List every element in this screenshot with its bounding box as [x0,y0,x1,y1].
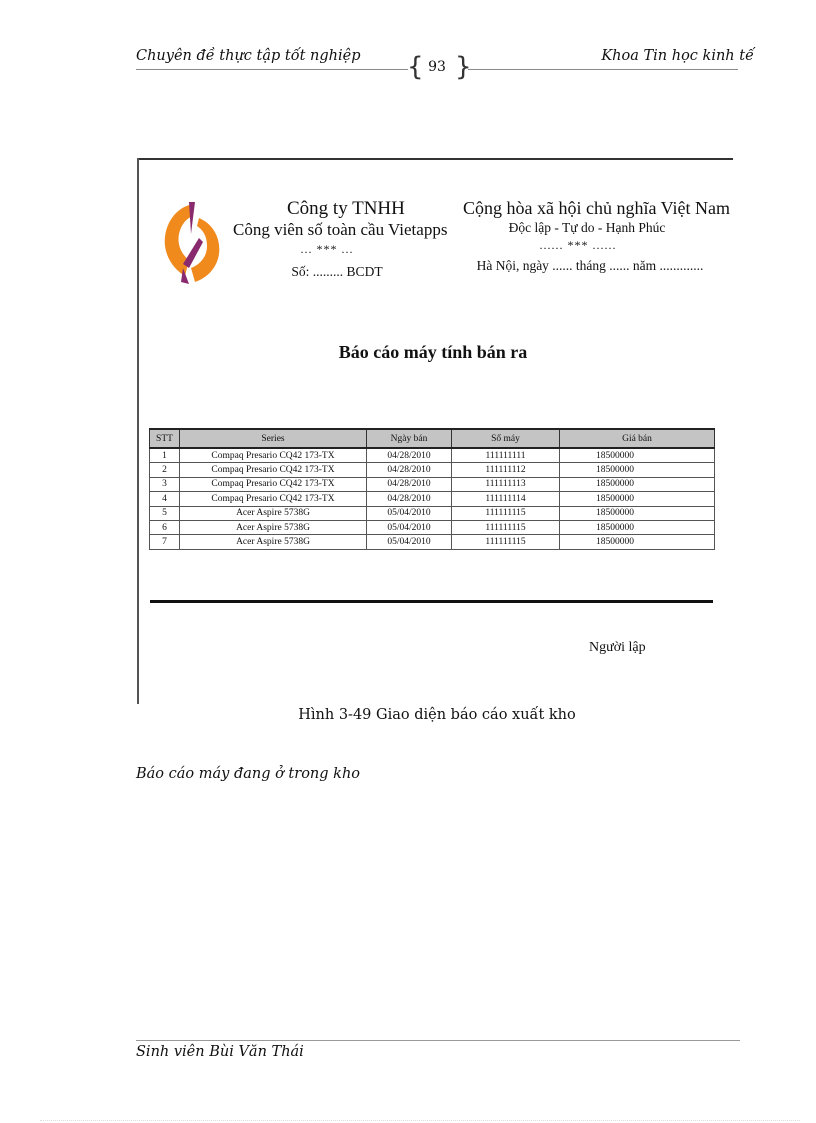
page-number-box [407,52,472,82]
header-left-title: Chuyên đề thực tập tốt nghiệp [136,48,361,64]
place-date: Hà Nội, ngày ...... tháng ...... năm ............. [476,258,704,273]
signer-label: Người lập [589,640,646,655]
cell-price: 18500000 [560,448,715,463]
republic-name: Cộng hòa xã hội chủ nghĩa Việt Nam [463,198,731,218]
cell-sale-date: 05/04/2010 [367,506,452,520]
sales-table [149,428,715,550]
column-header-sale-date: Ngày bán [367,429,452,448]
cell-series: Compaq Presario CQ42 173-TX [180,492,367,506]
cell-machine-no: 111111114 [452,492,560,506]
cell-stt: 6 [150,520,180,534]
footer-rule [136,1040,740,1041]
cell-sale-date: 05/04/2010 [367,535,452,549]
cell-series: Acer Aspire 5738G [180,520,367,534]
republic-stars: ...... *** ...... [539,238,617,252]
cell-stt: 3 [150,477,180,491]
column-header-series: Series [180,429,367,448]
cell-stt: 2 [150,463,180,477]
cell-sale-date: 05/04/2010 [367,520,452,534]
cell-sale-date: 04/28/2010 [367,477,452,491]
signature-divider [150,600,713,603]
cell-price: 18500000 [560,535,715,549]
cell-stt: 7 [150,535,180,549]
cell-price: 18500000 [560,506,715,520]
cell-series: Compaq Presario CQ42 173-TX [180,448,367,463]
cell-price: 18500000 [560,463,715,477]
cell-series: Acer Aspire 5738G [180,535,367,549]
company-name-line2: Công viên số toàn cầu Vietapps [233,220,448,239]
table-header-row [150,429,715,448]
right-brace-icon: } [455,52,472,82]
report-title: Báo cáo máy tính bán ra [338,342,528,362]
cell-sale-date: 04/28/2010 [367,448,452,463]
report-figure [137,158,733,704]
cell-stt: 1 [150,448,180,463]
figure-caption: Hình 3-49 Giao diện báo cáo xuất kho [298,707,576,723]
table-row [150,506,715,520]
cell-series: Compaq Presario CQ42 173-TX [180,477,367,491]
table-row [150,535,715,549]
footer-author: Sinh viên Bùi Văn Thái [136,1044,304,1060]
table-row [150,492,715,506]
cell-series: Compaq Presario CQ42 173-TX [180,463,367,477]
cell-stt: 4 [150,492,180,506]
section-heading: Báo cáo máy đang ở trong kho [136,766,361,782]
cell-machine-no: 111111115 [452,506,560,520]
table-row [150,520,715,534]
column-header-stt: STT [150,429,180,448]
cell-machine-no: 111111115 [452,520,560,534]
table-row [150,463,715,477]
header-right-title: Khoa Tin học kinh tế [601,48,754,64]
page-number: 93 [428,59,446,75]
figure-left-border [137,158,139,704]
column-header-price: Giá bán [560,429,715,448]
document-number: Số: ......... BCDT [291,264,383,279]
company-name-line1: Công ty TNHH [287,198,405,219]
cell-sale-date: 04/28/2010 [367,463,452,477]
figure-top-border [137,158,733,160]
header-rule-right [468,69,738,70]
cell-series: Acer Aspire 5738G [180,506,367,520]
cell-machine-no: 111111112 [452,463,560,477]
cell-machine-no: 111111111 [452,448,560,463]
bottom-dotted-edge [40,1120,800,1121]
company-stars: ... *** ... [300,242,354,256]
company-logo-icon [159,198,227,286]
cell-price: 18500000 [560,520,715,534]
cell-stt: 5 [150,506,180,520]
left-brace-icon: { [407,52,424,82]
cell-machine-no: 111111113 [452,477,560,491]
cell-price: 18500000 [560,492,715,506]
cell-sale-date: 04/28/2010 [367,492,452,506]
column-header-machine-no: Số máy [452,429,560,448]
republic-motto: Độc lập - Tự do - Hạnh Phúc [508,220,666,235]
table-row [150,448,715,463]
table-row [150,477,715,491]
header-rule-left [136,69,408,70]
cell-price: 18500000 [560,477,715,491]
cell-machine-no: 111111115 [452,535,560,549]
